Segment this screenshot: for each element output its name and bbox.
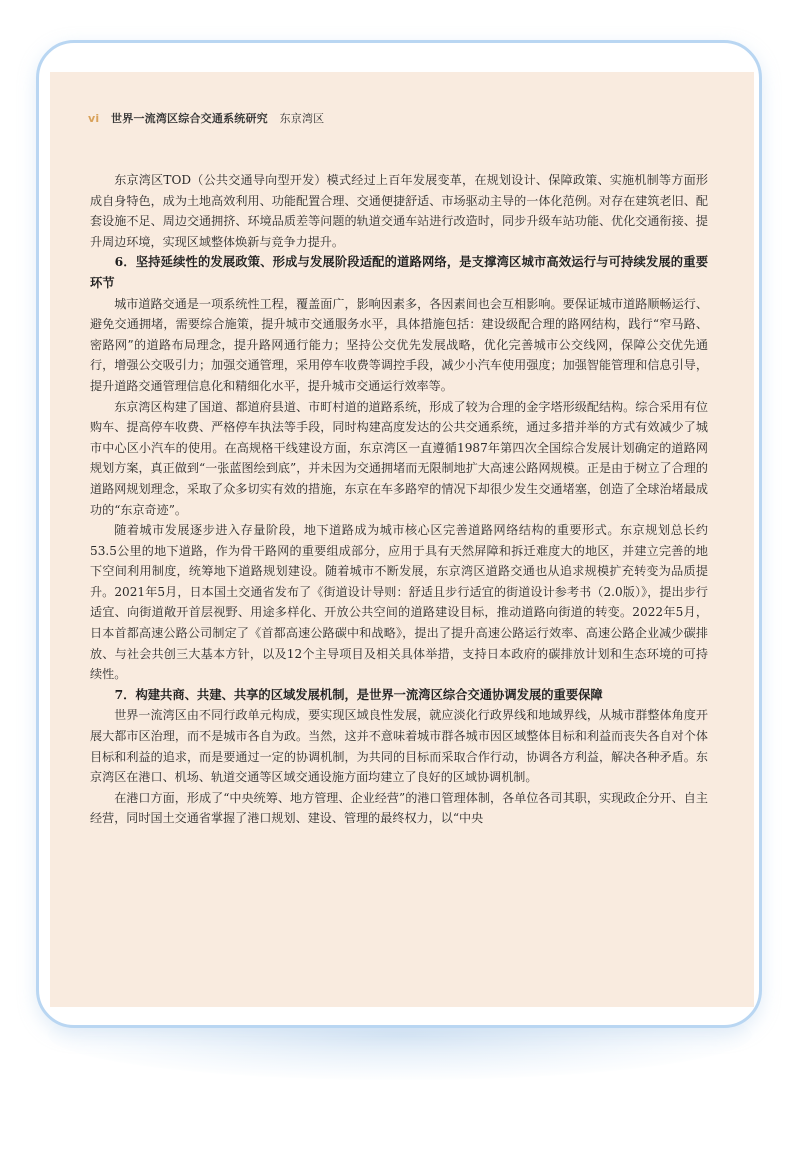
chapter-name: 东京湾区 [279,112,325,125]
book-page [50,72,754,1007]
book-title: 世界一流湾区综合交通系统研究 [111,112,268,125]
body-text [90,170,708,829]
paragraph: 世界一流湾区由不同行政单元构成，要实现区域良性发展，就应淡化行政界线和地域界线，从城市群整体角度开展大都市区治理，而不是城市各自为政。当然，这并不意味着城市群各城市因区域整体目标和利益而丧失各自对个体目标和利益的追求，而是要通过一定的协调机制，为共同的目标而采取合作行动，协调各方利益，解决各种矛盾。东京湾区在港口、机场、轨道交通等区域交通设施方面均建立了良好的区域协调机制。 [90,708,708,785]
paragraph: 城市道路交通是一项系统性工程，覆盖面广，影响因素多，各因素间也会互相影响。要保证城市道路顺畅运行、避免交通拥堵，需要综合施策，提升城市交通服务水平，具体措施包括：建设级配合理的路网结构，践行“窄马路、密路网”的道路布局理念，提升路网通行能力；坚持公交优先发展战略，优化完善城市公交线网，保障公交优先通行，增强公交吸引力；加强交通管理，采用停车收费等调控手段，减少小汽车使用强度；加强智能管理和信息引导，提升道路交通管理信息化和精细化水平，提升城市交通运行效率等。 [90,296,708,393]
paragraph: 东京湾区TOD（公共交通导向型开发）模式经过上百年发展变革，在规划设计、保障政策、实施机制等方面形成自身特色，成为土地高效利用、功能配置合理、交通便捷舒适、市场驱动主导的一体化范例。对存在建筑老旧、配套设施不足、周边交通拥挤、环境品质差等问题的轨道交通车站进行改造时，同步升级车站功能、优化交通衔接、提升周边环境，实现区域整体焕新与竞争力提升。 [90,173,708,249]
section-heading-7: 7．构建共商、共建、共享的区域发展机制，是世界一流湾区综合交通协调发展的重要保障 [114,686,603,702]
running-header [88,110,324,126]
paragraph: 东京湾区构建了国道、都道府县道、市町村道的道路系统，形成了较为合理的金字塔形级配结构。综合采用有位购车、提高停车收费、严格停车执法等手段，同时构建高度发达的公共交通系统，通过多措并举的方式有效减少了城市中心区小汽车的使用。在高规格干线建设方面，东京湾区一直遵循1987年第四次全国综合发展计划确定的道路网规划方案，真正做到“一张蓝图绘到底”，并未因为交通拥堵而无限制地扩大高速公路网规模。正是由于树立了合理的道路网规划理念，采取了众多切实有效的措施，东京在车多路窄的情况下却很少发生交通堵塞，创造了全球治堵最成功的“东京奇迹”。 [90,399,708,517]
paragraph: 随着城市发展逐步进入存量阶段，地下道路成为城市核心区完善道路网络结构的重要形式。东京规划总长约53.5公里的地下道路，作为骨干路网的重要组成部分，应用于具有天然屏障和拆迁难度大的地区，并建立完善的地下空间利用制度，统筹地下道路规划建设。随着城市不断发展，东京湾区道路交通也从追求规模扩充转变为品质提升。2021年5月，日本国土交通省发布了《街道设计导则：舒适且步行适宜的街道设计参考书（2.0版）》，提出步行适宜、向街道敞开首层视野、用途多样化、开放公共空间的道路建设目标，推动道路向街道的转变。2022年5月，日本首都高速公路公司制定了《首都高速公路碳中和战略》，提出了提升高速公路运行效率、高速公路企业减少碳排放、与社会共创三大基本方针，以及12个主导项目及相关具体举措，支持日本政府的碳排放计划和生态环境的可持续性。 [90,523,708,682]
page-number: vi [88,112,100,125]
section-heading-6: 6．坚持延续性的发展政策、形成与发展阶段适配的道路网络，是支撑湾区城市高效运行与可持续发展的重要环节 [90,254,708,290]
paragraph: 在港口方面，形成了“中央统筹、地方管理、企业经营”的港口管理体制，各单位各司其职，实现政企分开、自主经营，同时国土交通省掌握了港口规划、建设、管理的最终权力，以“中央 [90,790,708,826]
